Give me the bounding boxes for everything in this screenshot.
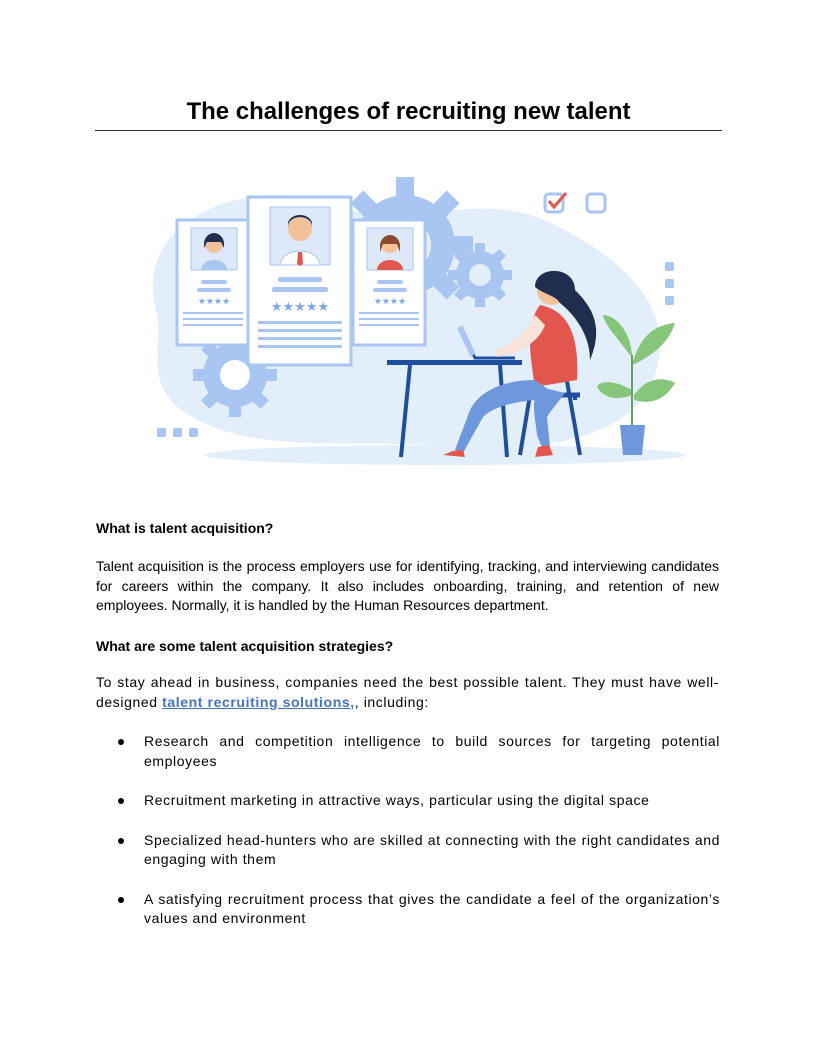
recruiting-illustration bbox=[135, 155, 695, 475]
svg-text:★★★★: ★★★★ bbox=[197, 297, 231, 307]
section-paragraph bbox=[96, 673, 719, 712]
section-paragraph: Talent acquisition is the process employers use for identifying, tracking, and interviewing candidates for careers within the company. It also includes onboarding, training, and retention of new employees. Normally, it is handled by the Human Resources department. bbox=[96, 558, 719, 613]
list-item bbox=[96, 791, 720, 811]
paragraph-text: , including: bbox=[354, 693, 429, 710]
svg-text:★★★★★: ★★★★★ bbox=[270, 300, 330, 315]
candidate-card bbox=[177, 220, 249, 345]
page-title: The challenges of recruiting new talent bbox=[186, 98, 631, 125]
title-divider bbox=[95, 130, 722, 131]
paragraph-text: To stay ahead in business, companies need the best possible talent. They must have well-designed bbox=[96, 674, 719, 710]
bullet-icon bbox=[118, 838, 124, 844]
list-item-text: A satisfying recruitment process that gives the candidate a feel of the organization’s values and environment bbox=[144, 890, 720, 926]
strategies-list bbox=[96, 732, 720, 949]
talent-recruiting-solutions-link[interactable]: talent recruiting solutions bbox=[162, 693, 351, 710]
gear-icon bbox=[448, 243, 512, 307]
link-comma: , bbox=[350, 693, 355, 710]
list-item bbox=[96, 890, 720, 929]
bullet-icon bbox=[118, 798, 124, 804]
bullet-icon bbox=[118, 739, 124, 745]
list-item-text: Research and competition intelligence to build sources for targeting potential employees bbox=[144, 733, 720, 769]
section-heading: What is talent acquisition? bbox=[96, 520, 274, 536]
candidate-card bbox=[248, 197, 351, 365]
bullet-icon bbox=[118, 897, 124, 903]
list-item bbox=[96, 831, 720, 870]
list-item-text: Recruitment marketing in attractive ways, particular using the digital space bbox=[144, 792, 650, 808]
svg-text:★★★★: ★★★★ bbox=[373, 297, 407, 307]
list-item-text: Specialized head-hunters who are skilled at connecting with the right candidates and engaging with them bbox=[144, 831, 720, 867]
list-item bbox=[96, 732, 720, 771]
section-heading: What are some talent acquisition strategies? bbox=[96, 638, 394, 654]
checkbox-checked-icon bbox=[545, 193, 566, 212]
checkbox-empty-icon bbox=[587, 194, 605, 212]
candidate-card bbox=[353, 220, 425, 345]
